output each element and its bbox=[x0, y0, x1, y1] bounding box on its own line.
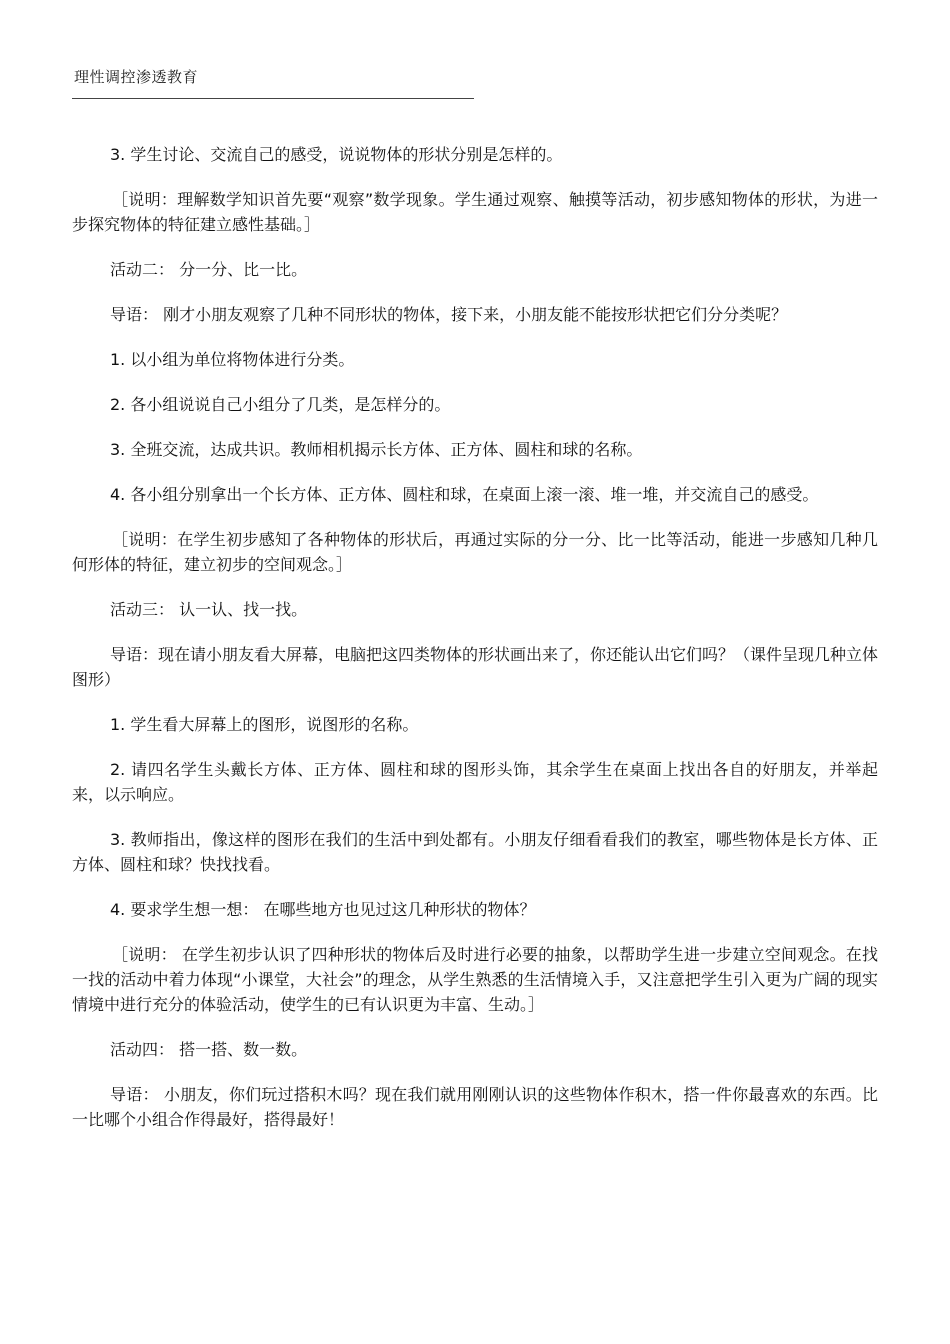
header-divider bbox=[72, 98, 474, 99]
activity-2-intro: 导语： 刚才小朋友观察了几种不同形状的物体，接下来，小朋友能不能按形状把它们分分类呢？ bbox=[110, 305, 788, 324]
note-abstraction: ［说明： 在学生初步认识了四种形状的物体后及时进行必要的抽象，以帮助学生进一步建立空间观念。在找一找的活动中着力体现“小课堂，大社会”的理念，从学生熟悉的生活情境入手，又注意把学生引入更为广阔的现实情境中进行充分的体验活动，使学生的已有认识更为丰富、生动。］ bbox=[72, 945, 878, 1014]
step-3-discuss: 3. 学生讨论、交流自己的感受，说说物体的形状分别是怎样的。 bbox=[110, 145, 563, 164]
activity-3-step-3: 3. 教师指出，像这样的图形在我们的生活中到处都有。小朋友仔细看看我们的教室，哪些物体是长方体、正方体、圆柱和球？快找找看。 bbox=[72, 830, 878, 874]
activity-2-step-4: 4. 各小组分别拿出一个长方体、正方体、圆柱和球，在桌面上滚一滚、堆一堆，并交流自己的感受。 bbox=[110, 485, 819, 504]
activity-2-step-3: 3. 全班交流，达成共识。教师相机揭示长方体、正方体、圆柱和球的名称。 bbox=[110, 440, 643, 459]
activity-3-step-2: 2. 请四名学生头戴长方体、正方体、圆柱和球的图形头饰，其余学生在桌面上找出各自的好朋友，并举起来，以示响应。 bbox=[72, 760, 878, 804]
activity-2-heading: 活动二： 分一分、比一比。 bbox=[110, 260, 308, 279]
activity-3-step-1: 1. 学生看大屏幕上的图形，说图形的名称。 bbox=[110, 715, 419, 734]
activity-2-step-2: 2. 各小组说说自己小组分了几类，是怎样分的。 bbox=[110, 395, 451, 414]
activity-4-intro: 导语： 小朋友，你们玩过搭积木吗？现在我们就用刚刚认识的这些物体作积木，搭一件你最喜欢的东西。比一比哪个小组合作得最好，搭得最好！ bbox=[72, 1085, 878, 1129]
activity-2-step-1: 1. 以小组为单位将物体进行分类。 bbox=[110, 350, 355, 369]
activity-4-heading: 活动四： 搭一搭、数一数。 bbox=[110, 1040, 308, 1059]
note-spatial-concept: ［说明：在学生初步感知了各种物体的形状后，再通过实际的分一分、比一比等活动，能进一步感知几种几何形体的特征，建立初步的空间观念。］ bbox=[72, 530, 878, 574]
activity-3-intro: 导语：现在请小朋友看大屏幕，电脑把这四类物体的形状画出来了，你还能认出它们吗？（课件呈现几种立体图形） bbox=[72, 645, 879, 689]
document-body bbox=[72, 142, 878, 1152]
activity-3-heading: 活动三： 认一认、找一找。 bbox=[110, 600, 308, 619]
page-header: 理性调控渗透教育 bbox=[74, 68, 199, 86]
activity-3-step-4: 4. 要求学生想一想： 在哪些地方也见过这几种形状的物体？ bbox=[110, 900, 536, 919]
note-observation: ［说明：理解数学知识首先要“观察”数学现象。学生通过观察、触摸等活动，初步感知物体的形状，为进一步探究物体的特征建立感性基础。］ bbox=[72, 190, 878, 234]
